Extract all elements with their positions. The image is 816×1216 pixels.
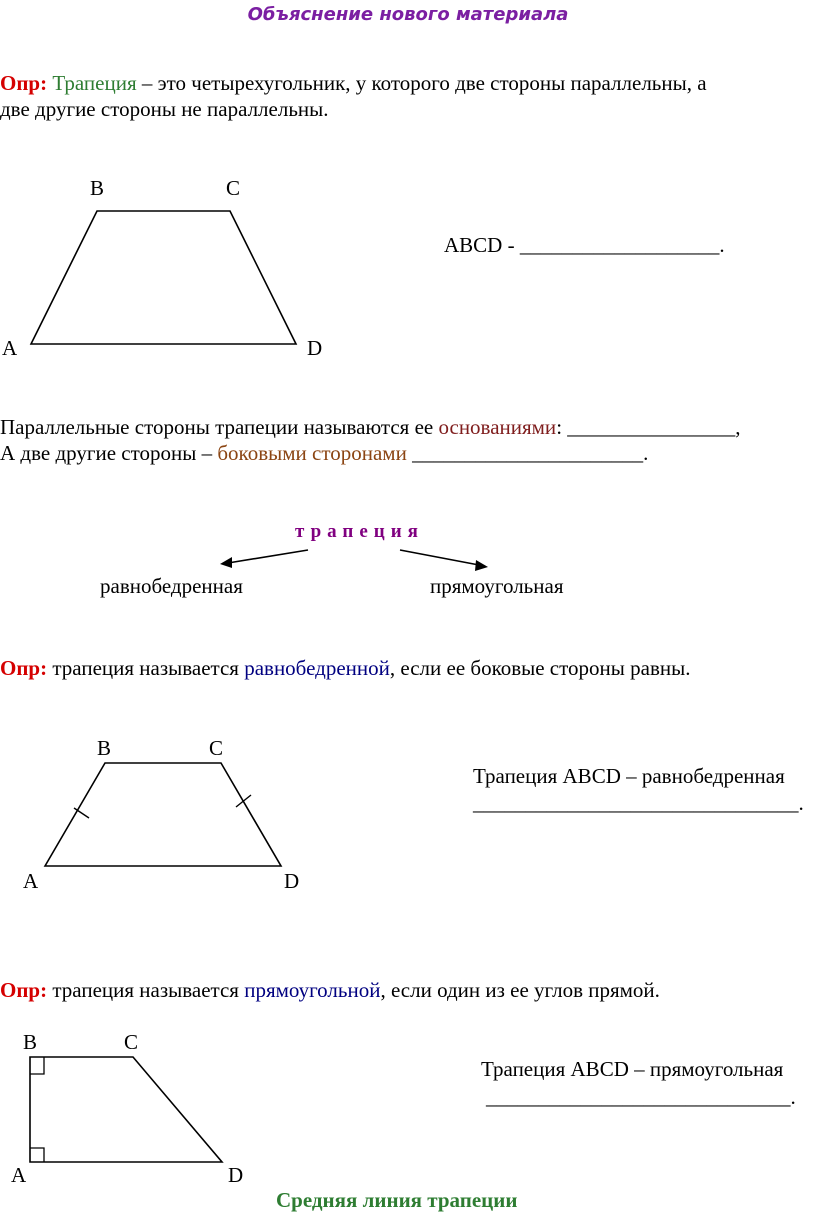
definition-text-line1: – это четырехугольник, у которого две стороны параллельны, а (136, 71, 707, 95)
classification-right: прямоугольная (430, 574, 564, 598)
bases-line2-post: ______________________. (406, 441, 649, 465)
figure2-caption-line2: _______________________________. (473, 791, 804, 815)
vertex-label-d: D (228, 1163, 244, 1187)
term-lateral-sides: боковыми сторонами (217, 441, 407, 465)
figure2-caption-line1: Трапеция ABCD – равнобедренная (473, 764, 785, 788)
figure3-caption-line2: _____________________________. (486, 1085, 796, 1109)
figure3-caption-line1: Трапеция ABCD – прямоугольная (481, 1057, 784, 1081)
definition-text-line2: две другие стороны не параллельны. (0, 97, 329, 121)
right-angle-mark-b (30, 1057, 44, 1074)
definition-right-pre: трапеция называется (47, 978, 245, 1002)
opr-label: Опр: (0, 656, 48, 680)
definition-isosceles-post: , если ее боковые стороны равны. (389, 656, 691, 680)
definition-isosceles-pre: трапеция называется (47, 656, 245, 680)
classification-root: трапеция (295, 521, 424, 542)
right-angle-mark-a (30, 1148, 44, 1162)
term-bases: основаниями (438, 415, 557, 439)
vertex-label-b: B (90, 176, 105, 200)
arrow-left (220, 550, 308, 568)
right-trapezoid-shape (30, 1057, 222, 1162)
bases-line2 (0, 440, 648, 466)
section-subtitle: Средняя линия трапеции (276, 1188, 518, 1212)
opr-label: Опр: (0, 71, 48, 95)
figure1-caption: ABCD - ___________________. (444, 233, 725, 257)
isosceles-trapezoid-shape (45, 763, 281, 866)
term-right: прямоугольной (244, 978, 381, 1002)
vertex-label-d: D (307, 336, 323, 360)
definition-isosceles (0, 655, 690, 681)
vertex-label-c: C (124, 1030, 139, 1054)
vertex-label-a: A (11, 1163, 27, 1187)
term-trapezoid: Трапеция (52, 71, 137, 95)
definition-right-post: , если один из ее углов прямой. (380, 978, 660, 1002)
definition-right (0, 977, 660, 1003)
vertex-label-b: B (97, 736, 112, 760)
classification-isosceles: равнобедренная (100, 574, 243, 598)
page-title: Объяснение нового материала (247, 4, 569, 25)
opr-label: Опр: (0, 978, 48, 1002)
vertex-label-b: B (23, 1030, 38, 1054)
vertex-label-c: C (226, 176, 241, 200)
vertex-label-a: A (23, 869, 39, 893)
bases-line2-pre: А две другие стороны – (0, 441, 218, 465)
vertex-label-c: C (209, 736, 224, 760)
bases-line1-post: : ________________, (556, 415, 741, 439)
vertex-label-a: A (2, 336, 18, 360)
term-isosceles: равнобедренной (244, 656, 390, 680)
bases-line1-pre: Параллельные стороны трапеции называются ее (0, 415, 439, 439)
vertex-label-d: D (284, 869, 300, 893)
tick-mark-right (236, 795, 251, 807)
bases-line1 (0, 414, 741, 440)
arrow-right (400, 550, 488, 571)
trapezoid-abcd-shape (31, 211, 296, 344)
